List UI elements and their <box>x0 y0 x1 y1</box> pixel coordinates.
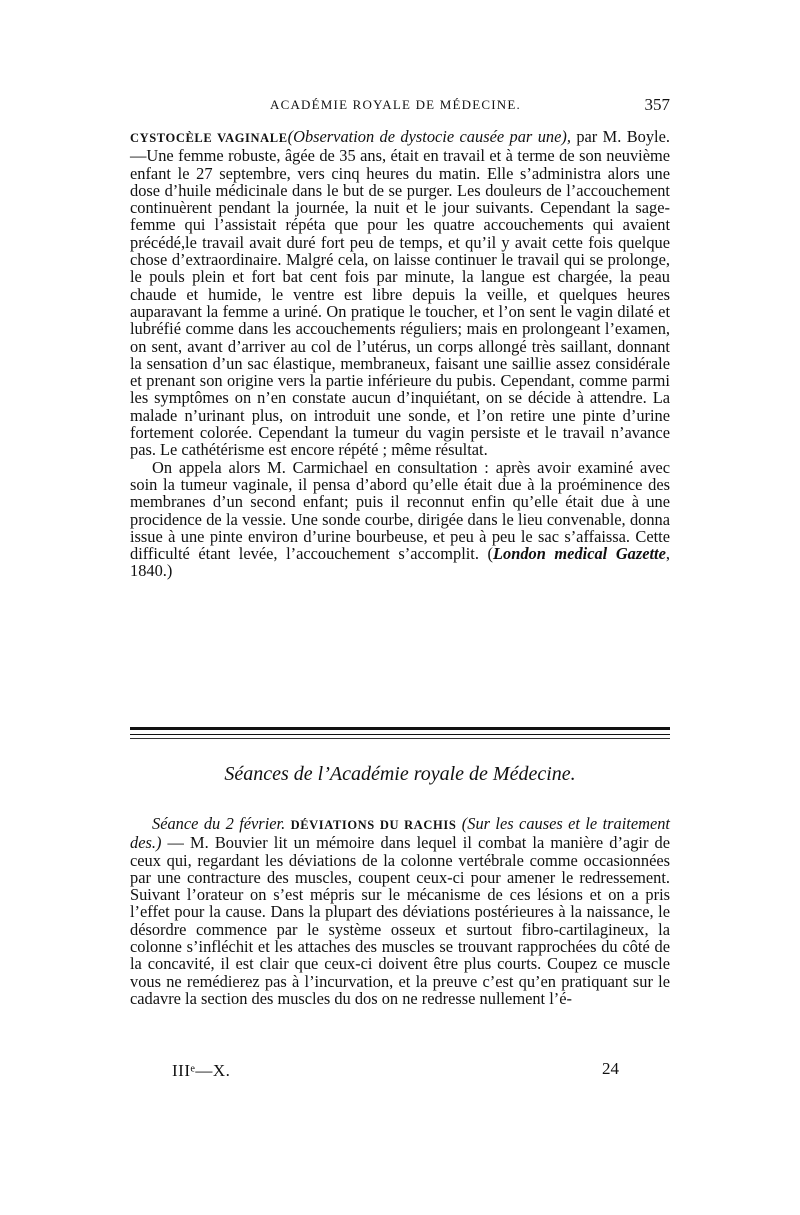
running-title: ACADÉMIE ROYALE DE MÉDECINE. <box>270 97 521 112</box>
article-paragraph <box>130 459 670 580</box>
running-head <box>130 95 670 117</box>
article-deviations <box>130 815 670 1007</box>
section-divider <box>130 734 670 735</box>
signature-mark: IIIᵉ—X. <box>172 1061 231 1080</box>
article-subheading: (Sur les causes et le traitement des.) <box>130 814 670 853</box>
section-divider <box>130 738 670 739</box>
article-heading: CYSTOCÈLE VAGINALE <box>130 131 288 145</box>
article-body: par M. Boyle.—Une femme robuste, âgée de 35 ans, était en travail et à terme de son neuvième enfant le 27 septembre, vers cinq heures du matin. Elle s’administra alors une dose d’huile médicinale dans le but de se purger. Les douleurs de l’accouchement continuèrent pendant la journée, la nuit et le jour suivants. Cependant la sage-femme qui l’assistait répéta que pour les quatre accouchements qui avaient précédé,le travail avait duré fort peu de temps, et qu’il y avait cette fois quelque chose d’extraordinaire. Malgré cela, on laisse continuer le travail qui se prolonge, le pouls plein et fort bat cent fois par minute, la langue est chargée, la peau chaude et humide, le ventre est libre depuis la veille, et quelques heures auparavant la femme a uriné. On pratique le toucher, et l’on sent le vagin dilaté et lubréfié comme dans les accouchements réguliers; mais en prolongeant l’examen, on sent, avant d’arriver au col de l’utérus, un corps allongé très saillant, donnant la sensation d’un sac élastique, membraneux, faisant une saillie assez considérale et prenant son origine vers la partie inférieure du pubis. Cependant, comme parmi les symptômes on n’en constate aucun d’inquiétant, on se décide à attendre. La malade n’urinant plus, on introduit une sonde, et l’on retire une pinte d’urine fortement colorée. Cependant la tumeur du vagin persiste et le travail n’avance pas. Le cathétérisme est encore répété ; même résultat. <box>130 127 670 460</box>
citation-title: London medical Gazette <box>493 544 666 564</box>
citation-tail: , 1840.) <box>130 544 670 581</box>
article-cystocele <box>130 128 670 580</box>
page-number: 357 <box>644 95 670 114</box>
section-title: Séances de l’Académie royale de Médecine. <box>224 763 576 785</box>
section-divider <box>130 727 670 730</box>
article-paragraph <box>130 128 670 459</box>
session-date: Séance du 2 février. <box>152 814 286 833</box>
article-heading: DÉVIATIONS DU RACHIS <box>290 818 457 832</box>
article-subheading: (Observation de dystocie causée par une), <box>287 127 571 146</box>
article-body: — M. Bouvier lit un mémoire dans lequel il combat la manière d’agir de ceux qui, regardant les déviations de la colonne vertébrale comme occasionnées par une contracture des muscles, coupent ceux-ci pour amener le redressement. Suivant l’orateur on s’est mépris sur le mécanisme de ces lésions et on a pris l’effet pour la cause. Dans la plupart des déviations postérieures à la naissance, le désordre commence par le système osseux et surtout fibro-cartilagineux, la colonne s’infléchit et les attaches des muscles se trouvant rapprochées du côté de la concavité, il est clair que ceux-ci doivent être plus courts. Coupez ce muscle vous ne remédierez pas à l’incurvation, et la preuve c’est qu’en pratiquant sur le cadavre la section des muscles du dos on ne redresse nullement l’é- <box>130 833 670 1008</box>
signature-number: 24 <box>602 1059 619 1078</box>
article-paragraph <box>130 815 670 1007</box>
article-body: On appela alors M. Carmichael en consultation : après avoir examiné avec soin la tumeur vaginale, il pensa d’abord qu’elle était due à la proéminence des membranes d’un second enfant; puis il reconnut enfin qu’elle était due à une procidence de la vessie. Une sonde courbe, dirigée dans le lieu convenable, donna issue à une pinte environ d’urine bourbeuse, et peu à peu le sac s’affaissa. Cette difficulté étant levée, l’accouchement s’accomplit. ( <box>130 457 670 564</box>
